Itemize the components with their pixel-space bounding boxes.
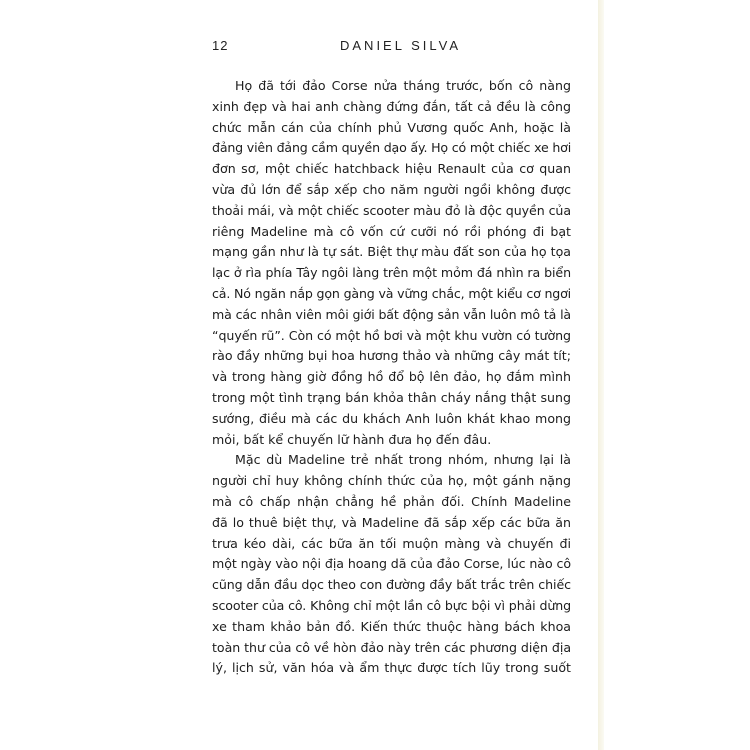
text-line: scooter của cô. Không chỉ một lần cô bực bội vì phải dừng (212, 597, 571, 613)
text-line: trong một tình trạng bán khỏa thân cháy nắng thật sung (212, 389, 571, 405)
text-line: sướng, điều mà các du khách Anh luôn khát khao mong (212, 410, 571, 426)
text-line: rào đầy những bụi hoa hương thảo và những cây mát tít; (212, 348, 571, 364)
text-line: và trong hàng giờ đồng hồ đổ bộ lên đảo, họ đắm mình (212, 369, 571, 385)
text-line: lý, lịch sử, văn hóa và ẩm thực được tích lũy trong suốt (212, 660, 571, 676)
page-number: 12 (212, 38, 229, 53)
text-line: chức mẫn cán của chính phủ Vương quốc Anh, hoặc là (212, 119, 571, 135)
text-line: một ngày vào nội địa hoang dã của đảo Corse, lúc nào cô (212, 556, 571, 572)
text-line: toàn thư của cô về hòn đảo này trên các phương diện địa (212, 639, 571, 655)
text-line: người chỉ huy không chính thức của họ, một gánh nặng (212, 473, 571, 489)
text-line: lạc ở rìa phía Tây ngôi làng trên một mỏm đá nhìn ra biển (212, 265, 572, 281)
text-line: xe tham khảo bản đồ. Kiến thức thuộc hàng bách khoa (212, 618, 571, 634)
text-line: Họ đã tới đảo Corse nửa tháng trước, bốn cô nàng (235, 78, 571, 93)
text-line: đơn sơ, một chiếc hatchback hiệu Renault của cơ quan (212, 161, 571, 177)
text-line: riêng Madeline mà cô vốn cứ cưỡi nó rồi phóng đi bạt (212, 223, 571, 239)
running-title: DANIEL SILVA (340, 38, 462, 53)
book-page (150, 0, 600, 750)
text-line: mạng gần như là tự sát. Biệt thự màu đất son của họ tọa (212, 244, 571, 260)
text-line: đảng viên đảng cầm quyền dạo ấy. Họ có một chiếc xe hơi (212, 140, 572, 156)
text-line: mà các nhân viên môi giới bất động sản vẫn luôn mô tả là (212, 306, 572, 322)
text-line: cũng dẫn đầu dọc theo con đường đầy bất trắc trên chiếc (212, 577, 571, 593)
body-text (212, 76, 571, 679)
page-edge (598, 0, 604, 750)
running-head (212, 38, 462, 56)
text-line: mà cô chấp nhận chẳng hề phản đối. Chính Madeline (212, 493, 571, 509)
text-line: cả. Nó ngăn nắp gọn gàng và vững chắc, một kiểu cơ ngơi (212, 285, 572, 301)
text-line: xinh đẹp và hai anh chàng đứng đắn, tất cả đều là công (212, 98, 571, 114)
text-line: “quyến rũ”. Còn có một hồ bơi và một khu vườn có tường (212, 327, 571, 343)
text-line: đã lo thuê biệt thự, và Madeline đã sắp xếp các bữa ăn (212, 514, 571, 530)
paragraph-2 (212, 450, 571, 679)
text-line: vừa đủ lớn để sắp xếp cho năm người ngồi không được (212, 181, 571, 197)
text-line: thoải mái, và một chiếc scooter màu đỏ là độc quyền của (212, 202, 571, 218)
text-line: Mặc dù Madeline trẻ nhất trong nhóm, nhưng lại là (235, 452, 571, 468)
text-line: trưa kéo dài, các bữa ăn tối muộn màng và chuyến đi (212, 535, 571, 551)
paragraph-1 (212, 76, 571, 450)
text-line: mỏi, bất kể chuyến lữ hành đưa họ đến đâu. (212, 431, 492, 447)
